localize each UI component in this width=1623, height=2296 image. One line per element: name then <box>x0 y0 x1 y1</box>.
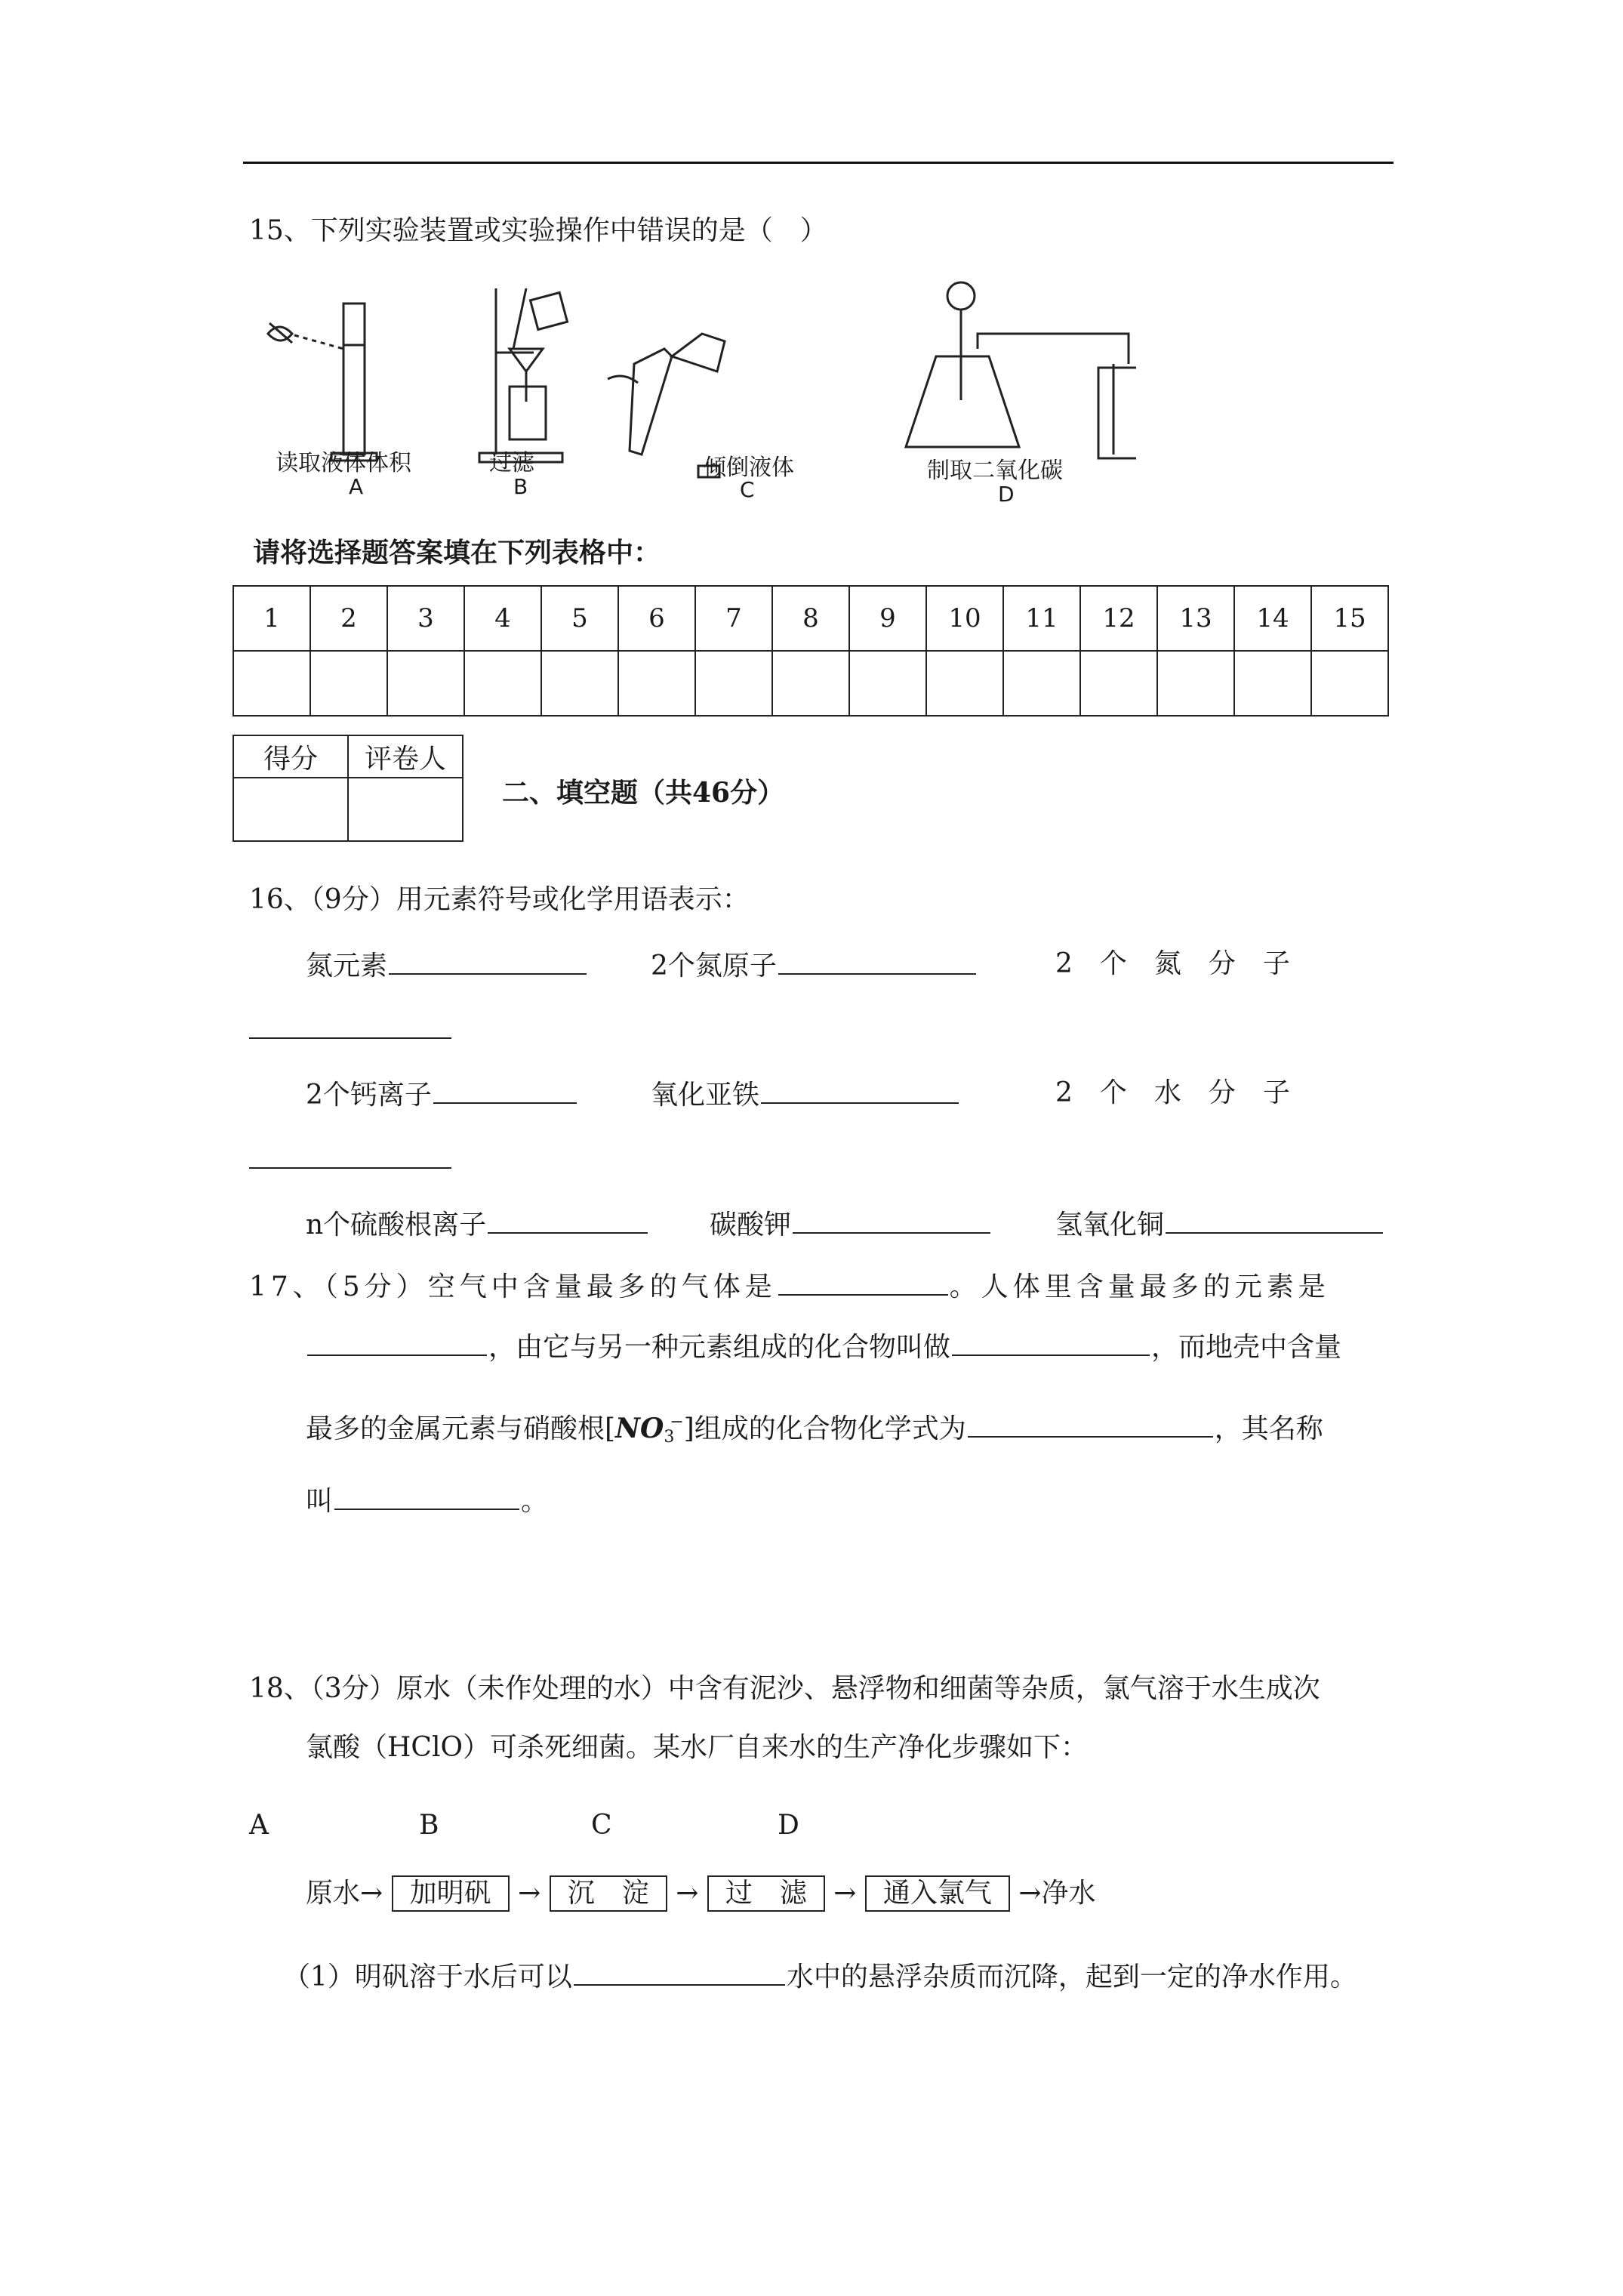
q16-n-sulfate-ions: n个硫酸根离子 <box>306 1207 649 1242</box>
flow-arrow: → <box>833 1878 857 1909</box>
q16-two-nitrogen-molecules: 2 个 氮 分 子 <box>1055 948 1290 979</box>
score-cell[interactable] <box>233 778 348 841</box>
answer-number: 1 <box>233 586 310 651</box>
q16-two-water-molecules: 2 个 水 分 子 <box>1055 1077 1290 1108</box>
grader-label: 评卷人 <box>348 735 463 778</box>
answer-number: 12 <box>1080 586 1157 651</box>
flow-end: →净水 <box>1018 1878 1096 1909</box>
answer-blank[interactable] <box>433 1077 577 1104</box>
answer-number: 9 <box>849 586 926 651</box>
q16-copper-hydroxide: 氢氧化铜 <box>1055 1207 1384 1242</box>
step-chlorinate: 通入氯气 <box>865 1875 1010 1912</box>
step-add-alum: 加明矾 <box>392 1875 510 1912</box>
answer-blank[interactable] <box>249 1167 451 1169</box>
answer-number: 2 <box>310 586 387 651</box>
answer-cell[interactable] <box>464 651 541 716</box>
answer-blank[interactable] <box>968 1410 1213 1438</box>
q17-line4: 叫 。 <box>306 1483 548 1518</box>
answer-number: 4 <box>464 586 541 651</box>
q18-line2: 氯酸（HClO）可杀死细菌。某水厂自来水的生产净化步骤如下： <box>306 1732 1088 1763</box>
answer-blank[interactable] <box>761 1077 959 1104</box>
answer-number: 15 <box>1311 586 1388 651</box>
answer-cell[interactable] <box>926 651 1003 716</box>
answer-blank[interactable] <box>574 1959 785 1986</box>
answer-cell[interactable] <box>233 651 310 716</box>
step-filter: 过 滤 <box>707 1875 825 1912</box>
q16-potassium-carbonate: 碳酸钾 <box>710 1207 992 1242</box>
q17-line1: 17、（5分）空气中含量最多的气体是 。人体里含量最多的元素是 <box>249 1268 1330 1304</box>
option-d-caption: 制取二氧化碳 <box>927 458 1063 484</box>
answer-cell[interactable] <box>541 651 618 716</box>
answer-cell[interactable] <box>849 651 926 716</box>
q16-nitrogen-element: 氮元素 <box>306 948 588 983</box>
answer-table <box>233 585 1389 717</box>
q17-line2: ，由它与另一种元素组成的化合物叫做 ，而地壳中含量 <box>306 1329 1341 1364</box>
option-b-caption: 过滤 <box>489 450 534 476</box>
answer-table-heading: 请将选择题答案填在下列表格中： <box>253 537 661 569</box>
answer-cell[interactable] <box>1157 651 1234 716</box>
q18-sub1: （1）明矾溶于水后可以 水中的悬浮杂质而沉降，起到一定的净水作用。 <box>283 1959 1357 1994</box>
flow-letter-a: A <box>249 1810 269 1841</box>
flow-arrow: → <box>676 1878 699 1909</box>
option-a-caption: 读取液体体积 <box>276 450 411 476</box>
q16-title: 16、（9分）用元素符号或化学用语表示： <box>249 884 750 915</box>
option-d-letter: D <box>998 482 1015 507</box>
grader-cell[interactable] <box>348 778 463 841</box>
answer-blank[interactable] <box>389 948 587 975</box>
co2-generator-icon <box>906 282 1136 458</box>
flow-letter-c: C <box>591 1810 612 1841</box>
q17-line3: 最多的金属元素与硝酸根$[NO_3^-]$组成的化合物化学式为 ，其名称 <box>306 1406 1323 1454</box>
answer-number: 10 <box>926 586 1003 651</box>
answer-blank[interactable] <box>778 1268 948 1296</box>
answer-number: 5 <box>541 586 618 651</box>
nitrate-formula: NO <box>615 1413 664 1444</box>
q16-two-calcium-ions: 2个钙离子 <box>306 1077 578 1112</box>
section2-title: 二、填空题（共46分） <box>502 777 785 809</box>
score-label: 得分 <box>233 735 348 778</box>
option-b-letter: B <box>513 474 528 499</box>
purification-flow <box>306 1875 1096 1912</box>
header-rule <box>243 162 1394 164</box>
q16-two-nitrogen-atoms: 2个氮原子 <box>651 948 978 983</box>
answer-cell[interactable] <box>1003 651 1080 716</box>
answer-blank[interactable] <box>334 1483 519 1510</box>
answer-cell[interactable] <box>618 651 695 716</box>
option-a-letter: A <box>349 474 364 499</box>
answer-cell[interactable] <box>772 651 849 716</box>
answer-number: 6 <box>618 586 695 651</box>
answer-cell[interactable] <box>387 651 464 716</box>
answer-number-row <box>233 586 1388 651</box>
answer-blank[interactable] <box>488 1207 648 1234</box>
q18-line1: 18、（3分）原水（未作处理的水）中含有泥沙、悬浮物和细菌等杂质，氯气溶于水生成次 <box>249 1673 1320 1704</box>
answer-cell[interactable] <box>1080 651 1157 716</box>
answer-blank-row <box>233 651 1388 716</box>
flow-letter-d: D <box>778 1810 799 1841</box>
flow-start: 原水→ <box>306 1878 383 1909</box>
step-sediment: 沉 淀 <box>550 1875 667 1912</box>
answer-cell[interactable] <box>1234 651 1311 716</box>
answer-blank[interactable] <box>793 1207 990 1234</box>
answer-blank[interactable] <box>249 1037 451 1039</box>
q15-title: 15、下列实验装置或实验操作中错误的是（ ） <box>249 215 827 246</box>
answer-number: 13 <box>1157 586 1234 651</box>
answer-cell[interactable] <box>695 651 772 716</box>
graduated-cylinder-icon <box>331 304 377 461</box>
answer-blank[interactable] <box>1166 1207 1383 1234</box>
answer-number: 7 <box>695 586 772 651</box>
answer-blank[interactable] <box>778 948 976 975</box>
option-c-letter: C <box>740 477 755 502</box>
answer-number: 14 <box>1234 586 1311 651</box>
filtration-icon <box>479 288 567 462</box>
q16-ferrous-oxide: 氧化亚铁 <box>651 1077 960 1112</box>
score-box <box>233 735 463 842</box>
flow-letter-b: B <box>419 1810 439 1841</box>
answer-cell[interactable] <box>1311 651 1388 716</box>
answer-blank[interactable] <box>307 1329 487 1356</box>
flow-arrow: → <box>518 1878 541 1909</box>
answer-number: 3 <box>387 586 464 651</box>
option-c-caption: 倾倒液体 <box>704 455 794 481</box>
answer-number: 11 <box>1003 586 1080 651</box>
eye-icon <box>268 323 292 343</box>
answer-blank[interactable] <box>952 1329 1150 1356</box>
answer-number: 8 <box>772 586 849 651</box>
answer-cell[interactable] <box>310 651 387 716</box>
